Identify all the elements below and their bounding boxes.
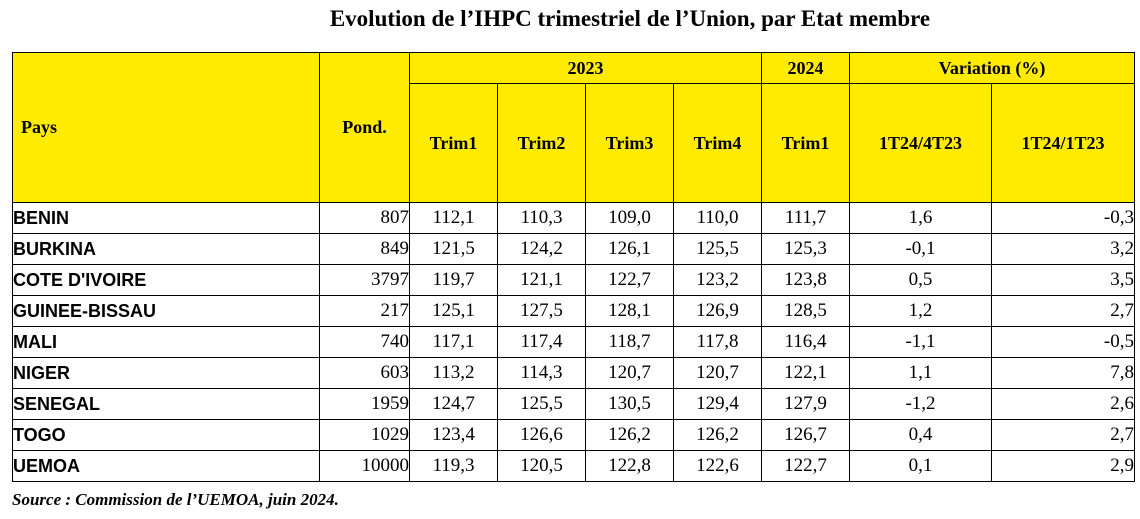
cell-trim1: 124,7 — [410, 389, 498, 420]
cell-trim2: 125,5 — [498, 389, 586, 420]
cell-trim1: 117,1 — [410, 327, 498, 358]
cell-trim2: 110,3 — [498, 203, 586, 234]
cell-pays: COTE D'IVOIRE — [13, 265, 320, 296]
table-row — [13, 420, 1135, 451]
cell-trim1-2024: 116,4 — [762, 327, 850, 358]
cell-trim2: 114,3 — [498, 358, 586, 389]
cell-var-quarterly: 0,1 — [850, 451, 992, 482]
cell-trim1-2024: 122,1 — [762, 358, 850, 389]
cell-pond: 1029 — [320, 420, 410, 451]
header-trim2: Trim2 — [498, 84, 586, 203]
cell-trim1: 125,1 — [410, 296, 498, 327]
cell-var-quarterly: -1,1 — [850, 327, 992, 358]
cell-var-quarterly: -0,1 — [850, 234, 992, 265]
cell-var-quarterly: 1,6 — [850, 203, 992, 234]
table-row — [13, 451, 1135, 482]
header-pond: Pond. — [320, 53, 410, 203]
cell-trim4: 123,2 — [674, 265, 762, 296]
table-row — [13, 358, 1135, 389]
table-row — [13, 234, 1135, 265]
cell-pond: 807 — [320, 203, 410, 234]
cell-pays: GUINEE-BISSAU — [13, 296, 320, 327]
cell-trim3: 122,7 — [586, 265, 674, 296]
cell-var-yearly: -0,3 — [992, 203, 1135, 234]
cell-trim4: 120,7 — [674, 358, 762, 389]
cell-trim2: 120,5 — [498, 451, 586, 482]
source-note: Source : Commission de l’UEMOA, juin 2024. — [12, 490, 339, 509]
header-trim4: Trim4 — [674, 84, 762, 203]
cell-trim1-2024: 125,3 — [762, 234, 850, 265]
ihpc-table — [12, 52, 1135, 482]
cell-trim2: 121,1 — [498, 265, 586, 296]
cell-var-yearly: 2,7 — [992, 296, 1135, 327]
header-var-yearly: 1T24/1T23 — [992, 84, 1135, 203]
cell-var-quarterly: 1,2 — [850, 296, 992, 327]
cell-var-yearly: 3,2 — [992, 234, 1135, 265]
cell-pond: 3797 — [320, 265, 410, 296]
cell-trim2: 117,4 — [498, 327, 586, 358]
header-year-2024: 2024 — [762, 53, 850, 84]
header-var-quarterly: 1T24/4T23 — [850, 84, 992, 203]
cell-trim3: 109,0 — [586, 203, 674, 234]
cell-var-yearly: 2,7 — [992, 420, 1135, 451]
table-row — [13, 203, 1135, 234]
cell-pond: 849 — [320, 234, 410, 265]
cell-var-yearly: -0,5 — [992, 327, 1135, 358]
cell-pond: 1959 — [320, 389, 410, 420]
cell-trim2: 124,2 — [498, 234, 586, 265]
header-trim3: Trim3 — [586, 84, 674, 203]
cell-var-yearly: 2,9 — [992, 451, 1135, 482]
cell-trim4: 129,4 — [674, 389, 762, 420]
header-trim1: Trim1 — [410, 84, 498, 203]
cell-pond: 10000 — [320, 451, 410, 482]
cell-trim2: 127,5 — [498, 296, 586, 327]
cell-trim3: 130,5 — [586, 389, 674, 420]
cell-var-quarterly: 0,4 — [850, 420, 992, 451]
cell-trim4: 117,8 — [674, 327, 762, 358]
cell-trim1: 113,2 — [410, 358, 498, 389]
cell-trim1: 112,1 — [410, 203, 498, 234]
cell-trim1-2024: 122,7 — [762, 451, 850, 482]
table-row — [13, 389, 1135, 420]
cell-var-yearly: 3,5 — [992, 265, 1135, 296]
cell-pays: UEMOA — [13, 451, 320, 482]
cell-pond: 217 — [320, 296, 410, 327]
header-trim1-2024: Trim1 — [762, 84, 850, 203]
cell-trim1: 119,7 — [410, 265, 498, 296]
cell-var-quarterly: 0,5 — [850, 265, 992, 296]
cell-trim4: 126,9 — [674, 296, 762, 327]
cell-trim1-2024: 127,9 — [762, 389, 850, 420]
cell-trim3: 120,7 — [586, 358, 674, 389]
cell-trim4: 126,2 — [674, 420, 762, 451]
cell-trim3: 128,1 — [586, 296, 674, 327]
cell-trim3: 122,8 — [586, 451, 674, 482]
cell-trim4: 110,0 — [674, 203, 762, 234]
cell-pays: NIGER — [13, 358, 320, 389]
cell-trim1-2024: 123,8 — [762, 265, 850, 296]
table-row — [13, 296, 1135, 327]
cell-trim1: 121,5 — [410, 234, 498, 265]
header-year-2023: 2023 — [410, 53, 762, 84]
cell-trim1: 119,3 — [410, 451, 498, 482]
cell-trim4: 122,6 — [674, 451, 762, 482]
cell-pays: SENEGAL — [13, 389, 320, 420]
table-row — [13, 265, 1135, 296]
cell-trim1-2024: 126,7 — [762, 420, 850, 451]
table-row — [13, 327, 1135, 358]
cell-trim4: 125,5 — [674, 234, 762, 265]
cell-var-yearly: 7,8 — [992, 358, 1135, 389]
cell-trim1-2024: 111,7 — [762, 203, 850, 234]
cell-trim1-2024: 128,5 — [762, 296, 850, 327]
cell-trim3: 126,1 — [586, 234, 674, 265]
cell-var-quarterly: 1,1 — [850, 358, 992, 389]
cell-pays: TOGO — [13, 420, 320, 451]
cell-pays: BENIN — [13, 203, 320, 234]
cell-trim2: 126,6 — [498, 420, 586, 451]
table-title: Evolution de l’IHPC trimestriel de l’Union, par Etat membre — [329, 6, 931, 31]
cell-pays: MALI — [13, 327, 320, 358]
header-variation: Variation (%) — [850, 53, 1135, 84]
cell-trim1: 123,4 — [410, 420, 498, 451]
header-pays: Pays — [13, 53, 320, 203]
cell-trim3: 126,2 — [586, 420, 674, 451]
cell-var-yearly: 2,6 — [992, 389, 1135, 420]
cell-pond: 603 — [320, 358, 410, 389]
cell-pays: BURKINA — [13, 234, 320, 265]
cell-trim3: 118,7 — [586, 327, 674, 358]
cell-pond: 740 — [320, 327, 410, 358]
cell-var-quarterly: -1,2 — [850, 389, 992, 420]
